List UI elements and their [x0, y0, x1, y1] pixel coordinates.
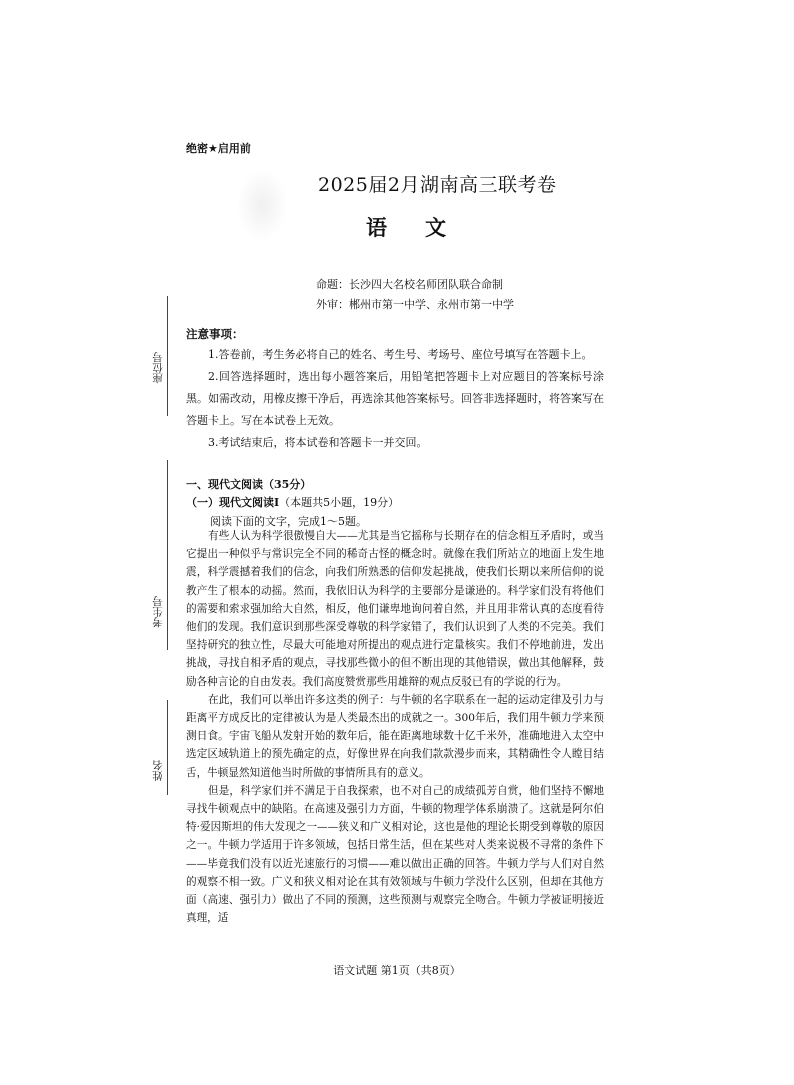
passage-paragraph-1: 有些人认为科学很傲慢自大——尤其是当它摇称与长期存在的信念相互矛盾时，或当它提出一种似乎与常识完全不同的稀奇古怪的概念时。就像在我们所站立的地面上发生地震，科学震撼着我们的信念，向我们所熟悉的信仰发起挑战，使我们长期以来所信仰的说教产生了根本的动摇。然而，我依旧认为科学的主要部分是谦逊的。科学家们没有将他们的需要和索求强加给大自然，相反，他们谦卑地询问着自然，并且用非常认真的态度看待他们的发现。我们意识到那些深受尊敬的科学家错了，我们认识到了人类的不完美。我们坚持研究的独立性，尽最大可能地对所提出的观点进行定量核实。我们不停地前进，发出挑战，寻找自相矛盾的观点，寻找那些微小的但不断出现的其他错误，做出其他解释，鼓励各种言论的自由发表。我们高度赞赏那些用雄辩的观点反驳已有的学说的行为。 [186, 530, 604, 688]
notice-heading: 注意事项： [186, 327, 244, 341]
passage-paragraph-2: 在此，我们可以举出许多这类的例子：与牛顿的名字联系在一起的运动定律及引力与距离平方成反比的定律被认为是人类最杰出的成就之一。300年后，我们用牛顿力学来预测日食。宇宙飞船从发射开始的数年后，能在距离地球数十亿千米外，准确地进入太空中选定区域轨道上的预先确定的点，好像世界在向我们款款漫步而来，其精确性令人瞠目结舌，牛顿显然知道他当时所做的事情所具有的意义。 [186, 693, 604, 779]
credit-line-authors: 命题：长沙四大名校名师团队联合命制 [316, 278, 503, 291]
side-field-exam-no-line [167, 460, 168, 650]
credit-line-reviewers: 外审：郴州市第一中学、永州市第一中学 [316, 298, 514, 311]
exam-title: 2025届2月湖南高三联考卷 [318, 174, 557, 196]
subsection-title: （一）现代文阅读Ⅰ [186, 496, 280, 509]
top-secret-label: 绝密★启用前 [186, 142, 251, 155]
subsection-score: （本题共5小题，19分） [279, 496, 400, 509]
scan-smudge [236, 168, 288, 242]
reading-passage [186, 527, 604, 927]
notice-list [186, 344, 604, 454]
notice-item-2: 2.回答选择题时，选出每小题答案后，用铅笔把答题卡上对应题目的答案标号涂黑。如需改动，用橡皮擦干净后，再选涂其他答案标号。回答非选择题时，将答案写在答题卡上。写在本试卷上无效。 [186, 370, 604, 427]
notice-item-3: 3.考试结束后，将本试卷和答题卡一并交回。 [208, 436, 428, 449]
subject-title [366, 212, 446, 242]
side-field-name-line [167, 700, 168, 795]
section-heading: 一、现代文阅读（35分） [186, 478, 312, 491]
subsection-heading [186, 494, 399, 510]
notice-item-1: 1.答卷前，考生务必将自己的姓名、考生号、考场号、座位号填写在答题卡上。 [208, 348, 593, 361]
page-footer: 语文试题 第1页（共8页） [333, 964, 461, 977]
side-field-exam-no: 考生号 [152, 596, 164, 628]
side-field-seat-no-line [167, 296, 168, 416]
subject-char-2: 文 [425, 216, 446, 240]
passage-paragraph-3: 但是，科学家们并不满足于自我探索，也不对自己的成绩孤芳自赏，他们坚持不懈地寻找牛顿观点中的缺陷。在高速及强引力方面，牛顿的物理学体系崩溃了。这就是阿尔伯特·爱因斯坦的伟大发现之一——狭义和广义相对论，这也是他的理论长期受到尊敬的原因之一。牛顿力学适用于许多领域，包括日常生活，但在某些对人类来说极不寻常的条件下——毕竟我们没有以近光速旅行的习惯——难以做出正确的回答。牛顿力学与人们对自然的观察不相一致。广义和狭义相对论在其有效领域与牛顿力学没什么区别，但却在其他方面（高速、强引力）做出了不同的预测，这些预测与观察完全吻合。牛顿力学被证明接近真理，适 [186, 784, 604, 925]
side-field-name: 姓名 [152, 760, 164, 781]
reading-instruction: 阅读下面的文字，完成1～5题。 [210, 515, 367, 528]
subject-char-1: 语 [366, 216, 387, 240]
side-field-seat-no: 座位号 [152, 352, 164, 384]
